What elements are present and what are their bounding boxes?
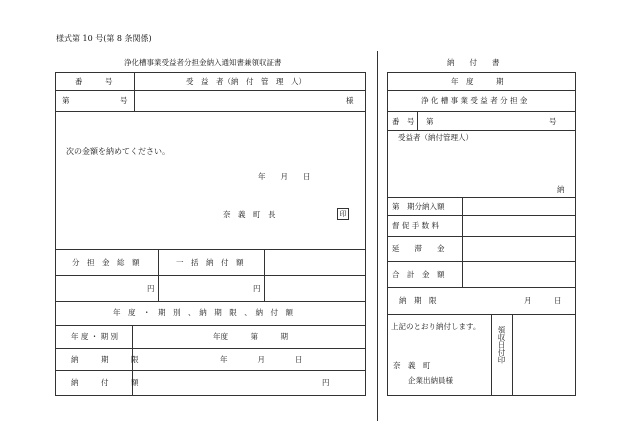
mayor-name: 奈 義 町 長 [223,210,276,219]
slip-title: 納 付 書 [447,58,500,67]
slip-row-reminder-fee: 督 促 手 数 料 [392,221,440,230]
slip-received-note: 上記のとおり納付します。 [391,322,481,331]
go-label: 号 [120,96,128,105]
notice-date: 年 月 日 [258,172,311,181]
slip-number-label: 番 号 [392,117,415,126]
amount-yen: 円 [322,378,330,387]
year-period-label: 年 度 ・ 期 別 [71,332,119,341]
lump-label: 一 括 納 付 額 [176,258,244,267]
deadline-label: 納 期 限 [71,355,139,364]
mayor-seal: 印 [337,208,349,220]
dai-label: 第 [62,96,70,105]
slip-dai: 第 [426,117,434,126]
slip-fee-title: 浄 化 槽 事 業 受 益 者 分 担 金 [421,96,528,105]
slip-receiver: 企業出納員様 [408,376,453,385]
receipt-title: 浄化槽事業受益者分担金納入通知書兼領収証書 [124,58,282,67]
perforation-line [377,51,378,421]
slip-row-late-fee: 延 滞 金 [392,244,445,253]
period-heading: 年 度 ・ 期 別 、 納 期 限 、 納 付 額 [113,308,293,317]
slip-deadline-label: 納 期 限 [399,296,437,305]
amount-label: 納 付 額 [71,378,139,387]
payment-slip [387,72,576,396]
lump-yen: 円 [253,284,261,293]
number-label: 番 号 [75,77,113,86]
notice-text: 次の金額を納めてください。 [66,147,170,156]
slip-deadline-value: 月 日 [524,296,562,305]
beneficiary-label: 受 益 者（納 付 管 理 人） [186,77,306,86]
total-label: 分 担 金 総 額 [72,258,140,267]
sama-label: 様 [346,96,354,105]
slip-beneficiary-label: 受益者（納付管理人） [398,133,473,142]
slip-payment-mark: 納 [557,185,565,194]
slip-go: 号 [549,117,557,126]
slip-year-line: 年 度 期 [451,77,504,86]
year-period-value: 年度 第 期 [213,332,288,341]
slip-row-installment: 第 期分納入額 [392,202,445,211]
deadline-value: 年 月 日 [220,355,303,364]
slip-town: 奈 義 町 [393,361,431,370]
slip-stamp-label: 領収日付印 [497,326,506,364]
slip-row-total: 合 計 金 額 [392,270,445,279]
form-id: 様式第 10 号(第 8 条関係) [56,34,152,43]
total-yen: 円 [147,284,155,293]
